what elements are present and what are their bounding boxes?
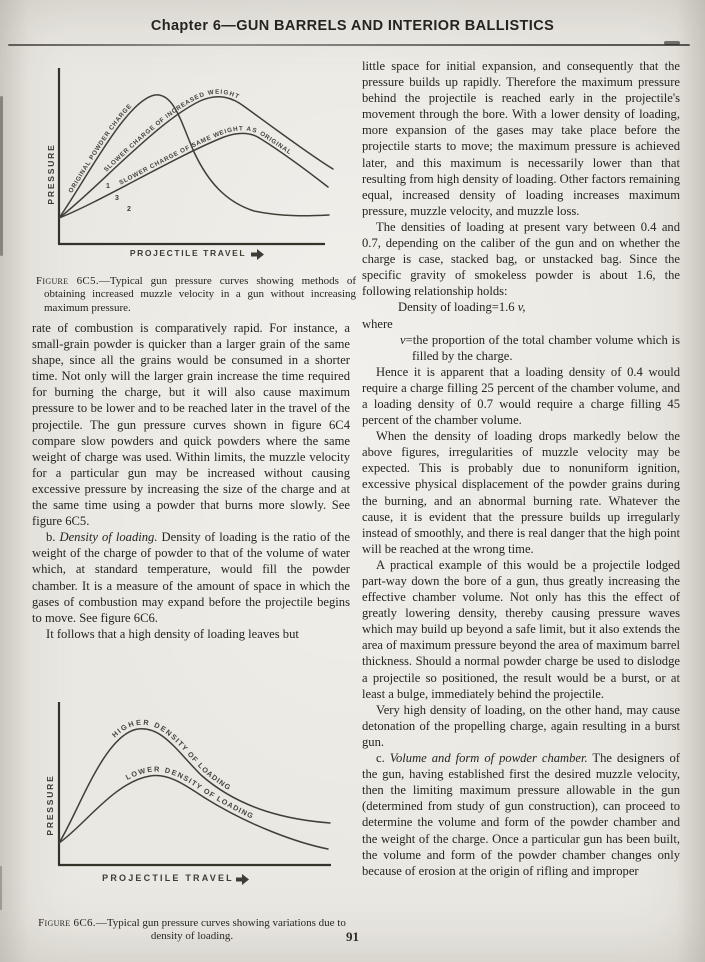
scan-artifact-left-streak [0,96,3,256]
fig6c5-curve1-label: ORIGINAL POWDER CHARGE [67,102,134,195]
left-paragraph-density-of-loading [32,529,350,626]
left-paragraph-1: rate of combustion is comparatively rapid. For instance, a small-grain powder is quicker than a larger grain of the same shape, since all the grains would be consumed in a shorter time. Not only will the larger grain increase the time required for burning the charge, but it will also cause maximum pressure to be lower and to be reached later in the travel of the projectile. The gun pressure curves shown in figure 6C4 compare slow powders and quick powders where the same weight of charge was used. Within limits, the muzzle velocity for a particular gun may be increased without causing excessive pressure by increasing the size of the charge and at the same time using a powder that burns more slowly. See figure 6C5. [32,321,350,529]
density-equation [362,299,680,315]
left-p2-text: Density of loading is the ratio of the weight of the charge of powder to that of the volume of water which, at standard temperature, would fill the powder chamber. It is a measure of the amount of space in which the gases of combustion may expand before the projectile begins to move. See figure 6C6. [32,530,351,625]
left-p2-letter: b. [46,530,60,545]
right-p7-letter: c. [376,751,390,766]
figure-6c6-chart [38,697,345,898]
fig6c6-y-axis-label: PRESSURE [45,774,55,836]
fig6c5-x-axis-label: PROJECTILE TRAVEL [129,248,247,258]
variable-symbol: v [400,332,406,347]
left-p2-italic-lead: Density of loading. [59,530,158,545]
fig6c5-curve2-number: 2 [127,206,131,213]
right-paragraph-1: little space for initial expansion, and consequently that the pressure builds up rapidly. Therefore the maximum pressure behind the projectile is reached early in the projectile's movement through the bore. With a lower density of loading, more expansion of the gases may take place before the projectile starts to move; the maximum pressure is achieved later, and this maximum is necessarily lower than that resulting from high density of loading. Other factors remaining equal, increased density of loading increases maximum pressure, muzzle velocity, and muzzle loss. [362,59,680,218]
fig6c5-travel-arrow-icon [251,249,264,260]
figure-6c5-caption-text: —Typical gun pressure curves showing methods of obtaining increased muzzle velocity in a gun without increasing maximum pressure. [44,275,356,314]
equation-text: Density of loading=1.6 [398,300,518,315]
right-paragraph-5: A practical example of this would be a projectile lodged part-way down the bore of a gun, thus greatly increasing the effective chamber volume. Not only has this the effect of greatly lowering density, thereby causing pressure waves which may build up beyond a safe limit, but it also extends the area of maximum pressure beyond the area of maximum barrel thickness. Should a normal powder charge be used to dislodge a projectile so positioned, the result would be a burst, or at least a bulge, immediately behind the projectile. [362,557,680,701]
left-paragraph-3: It follows that a high density of loading leaves but [46,626,299,641]
figure-6c6-caption-lead: Figure 6C6. [38,917,96,929]
fig6c6-higher-label: HIGHER DENSITY OF LOADING [110,717,234,793]
right-paragraph-3: Hence it is apparent that a loading density of 0.4 would require a charge filling 25 percent of the chamber volume, and a loading density of 0.7 would require a charge filling 45 percent of the chamber volume. [362,364,680,428]
variable-definition [362,332,680,364]
where-label: where [362,316,393,331]
figure-6c5-svg [38,62,345,262]
fig6c6-x-axis-label: PROJECTILE TRAVEL [102,873,234,883]
header-rule [8,44,690,46]
figure-6c6-caption-text: —Typical gun pressure curves showing variations due to density of loading. [95,917,346,943]
figure-6c5-caption [36,275,356,315]
figure-6c6-svg [38,697,345,893]
right-column [362,58,680,879]
fig6c5-y-axis-label: PRESSURE [46,143,56,205]
variable-definition-text: =the proportion of the total chamber volume which is filled by the charge. [405,332,680,363]
fig6c6-lower-label: LOWER DENSITY OF LOADING [124,764,256,821]
fig6c5-curve2-label: SLOWER CHARGE OF SAME WEIGHT AS ORIGINAL [118,125,293,187]
right-paragraph-4: When the density of loading drops markedly below the above figures, irregularities of muzzle velocity may be expected. This is probably due to nonuniform ignition, excessive physical displacement of the powder grains during the burning, and an abnormal burning rate. Whatever the cause, it is evident that the pressure builds up irregularly instead of smoothly, and there is real danger that the high point will be reached at the wrong time. [362,429,680,556]
right-p7-italic-lead: Volume and form of powder chamber. [389,751,588,766]
figure-6c5-caption-lead: Figure 6C5. [36,275,99,287]
right-paragraph-6: Very high density of loading, on the other hand, may cause detonation of the propelling charge, again resulting in a burst gun. [362,702,680,749]
chapter-header: Chapter 6—GUN BARRELS AND INTERIOR BALLISTICS [150,18,555,34]
fig6c6-travel-arrow-icon [236,874,249,885]
figure-6c5-chart [38,62,345,267]
right-paragraph-2: The densities of loading at present vary between 0.4 and 0.7, depending on the caliber of the gun and on whether the charge is case, stacked bag, or unstacked bag. Since the specific gravity of smokeless powder is about 1.6, the following relationship holds: [362,219,680,299]
equation-variable: v, [517,300,526,315]
page-number: 91 [346,929,359,944]
scan-artifact-left-lower [0,866,2,910]
fig6c5-curve1-number: 1 [106,183,110,190]
right-p7-text: The designers of the gun, having established first the desired muzzle velocity, then the limiting maximum pressure allowable in the gun (determined from study of gun construction), can proceed to determine the volume and form of the powder chamber and the weight of the charge. Once a particular gun has been built, the volume and form of the powder chamber changes only because of erosion at the origin of rifling and improper [362,751,680,878]
left-column [32,320,350,642]
fig6c5-curve3-label: SLOWER CHARGE OF INCREASED WEIGHT [102,88,241,174]
right-paragraph-volume-form [362,750,680,879]
fig6c5-curve3-number: 3 [115,195,119,202]
